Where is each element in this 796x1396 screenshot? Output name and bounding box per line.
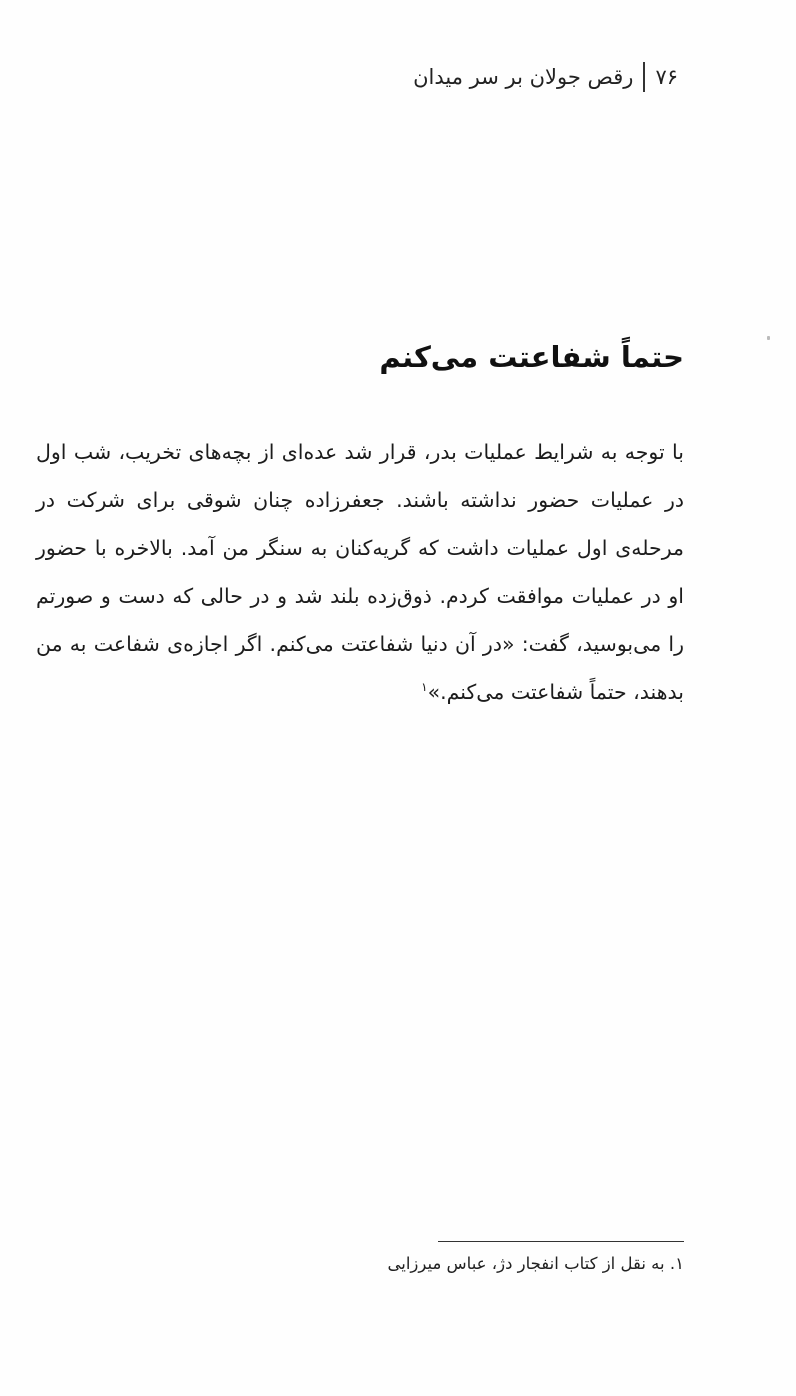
page-edge-mark — [767, 336, 770, 340]
paragraph-content: با توجه به شرایط عملیات بدر، قرار شد عده‌ای از بچه‌های تخریب، شب اول در عملیات حضور نداشته باشند. جعفرزاده چنان شوقی برای شرکت در مرحله‌ی اول عملیات داشت که گریه‌کنان به سنگر من آمد. بالاخره با حضور او در عملیات موافقت کردم. ذوق‌زده بلند شد و در حالی که دست و صورتم را می‌بوسید، گفت: «در آن دنیا شفاعتت می‌کنم. اگر اجازه‌ی شفاعت به من بدهند، حتماً شفاعتت می‌کنم.» — [36, 440, 684, 704]
section-title: حتماً شفاعتت می‌کنم — [379, 340, 684, 374]
paragraph-text — [36, 428, 684, 716]
header-divider — [643, 62, 645, 92]
footnote-text: ۱. به نقل از کتاب انفجار دژ، عباس میرزایی — [387, 1254, 684, 1273]
running-header — [413, 62, 678, 92]
book-title: رقص جولان بر سر میدان — [413, 65, 634, 89]
footnote-reference: ۱ — [421, 680, 428, 695]
body-paragraph — [36, 428, 684, 716]
footnote-divider — [438, 1241, 684, 1242]
page-number: ۷۶ — [655, 65, 678, 89]
